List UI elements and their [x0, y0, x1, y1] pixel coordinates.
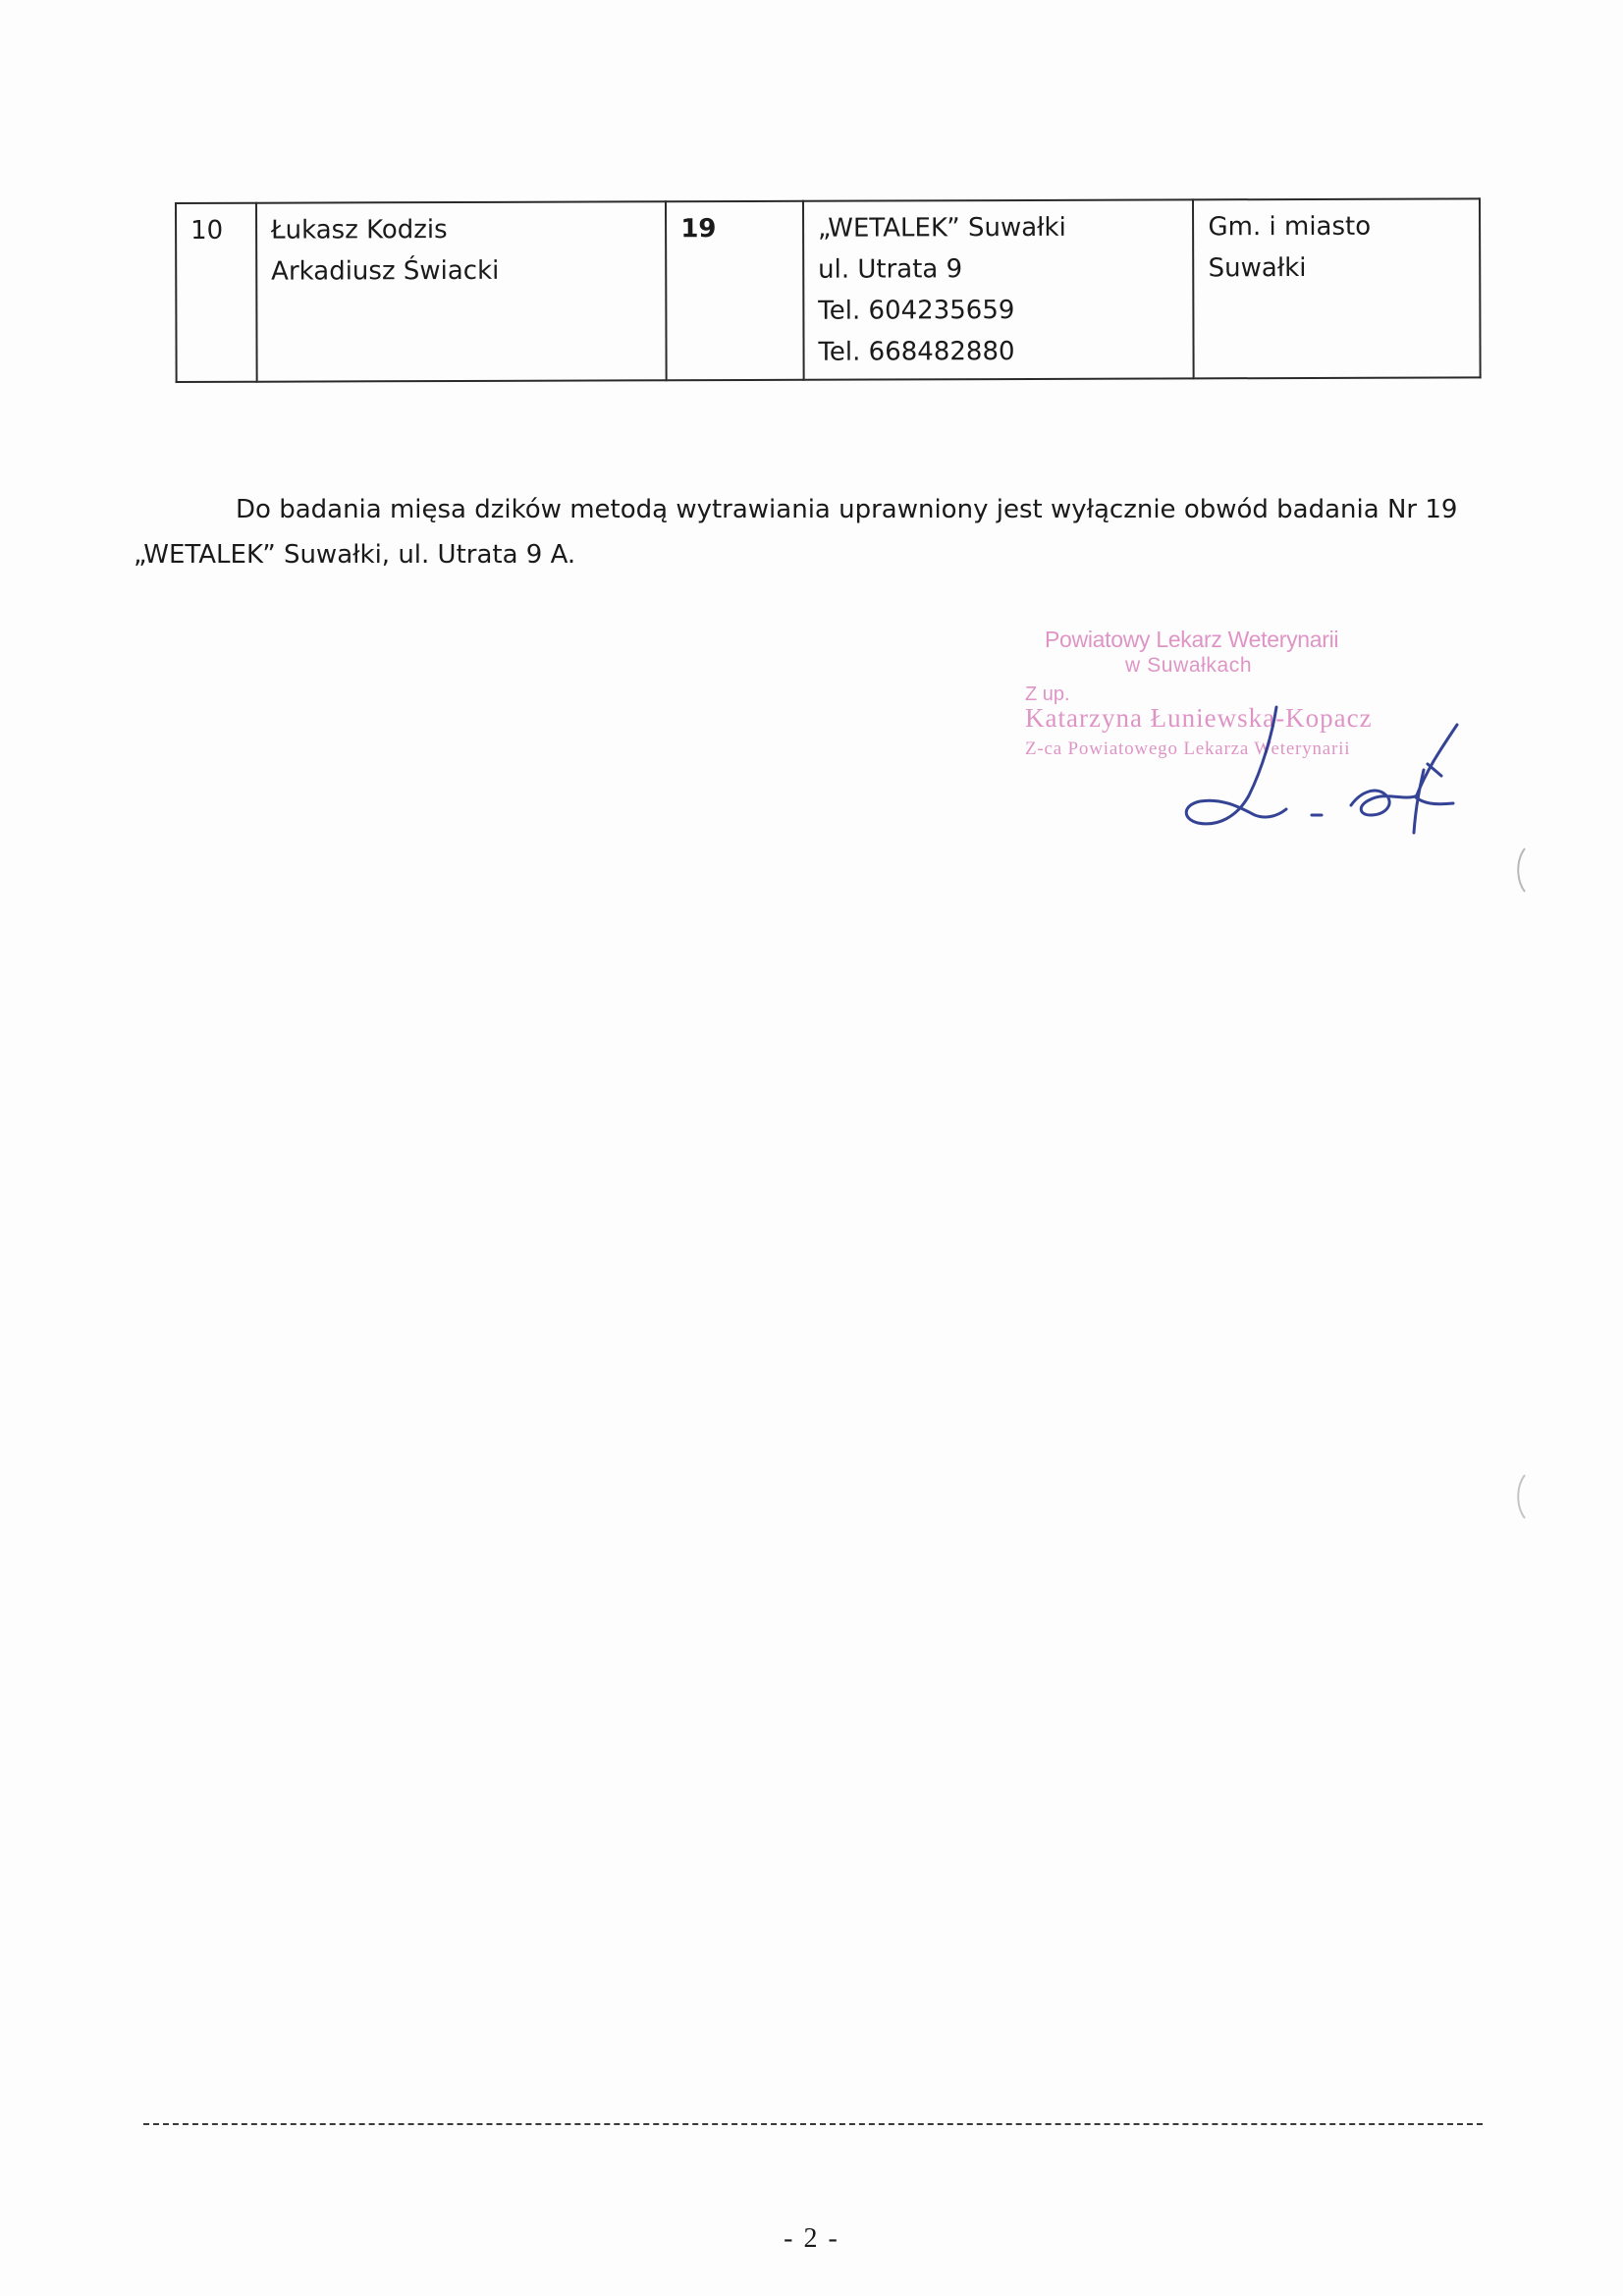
circuit-number: 19 — [680, 214, 717, 245]
trichinella-note — [134, 487, 1479, 577]
inspection-table — [175, 197, 1482, 383]
note-text: Do badania mięsa dzików metodą wytrawiania uprawniony jest wyłącznie obwód badania Nr 19 „WETALEK” Suwałki, ul. Utrata 9 A. — [134, 495, 1458, 570]
table-row — [176, 198, 1481, 382]
stamp-office-city: w Suwałkach — [1125, 654, 1253, 677]
clinic-name: „WETALEK” Suwałki — [817, 212, 1066, 244]
area-line: Gm. i miasto — [1208, 211, 1372, 243]
stamp-signatory-name: Katarzyna Łuniewska-Kopacz — [1025, 703, 1373, 733]
page-number: - 2 - — [784, 2223, 839, 2254]
area-cell — [1193, 198, 1480, 378]
row-number: 10 — [190, 215, 224, 246]
veterinarians-cell — [256, 201, 667, 381]
official-stamp — [1011, 625, 1424, 821]
stamp-authorization: Z up. — [1025, 683, 1070, 705]
clinic-phone: Tel. 668482880 — [818, 337, 1015, 367]
handwritten-signature — [1129, 693, 1463, 850]
area-line: Suwałki — [1208, 252, 1307, 284]
stamp-office-title: Powiatowy Lekarz Weterynarii — [1045, 627, 1339, 652]
row-number-cell — [176, 203, 257, 382]
stamp-signatory-role: Z-ca Powiatowego Lekarza Weterynarii — [1025, 738, 1351, 759]
margin-bracket-mark — [1514, 847, 1528, 894]
circuit-number-cell — [666, 201, 803, 380]
margin-bracket-mark — [1514, 1473, 1528, 1520]
veterinarian-name: Łukasz Kodzis — [270, 215, 448, 246]
address-cell — [803, 199, 1194, 379]
clinic-phone: Tel. 604235659 — [818, 296, 1015, 326]
veterinarian-name: Arkadiusz Świacki — [271, 255, 500, 287]
table-body — [176, 198, 1481, 382]
clinic-street: ul. Utrata 9 — [818, 254, 963, 285]
footer-divider — [143, 2123, 1483, 2125]
